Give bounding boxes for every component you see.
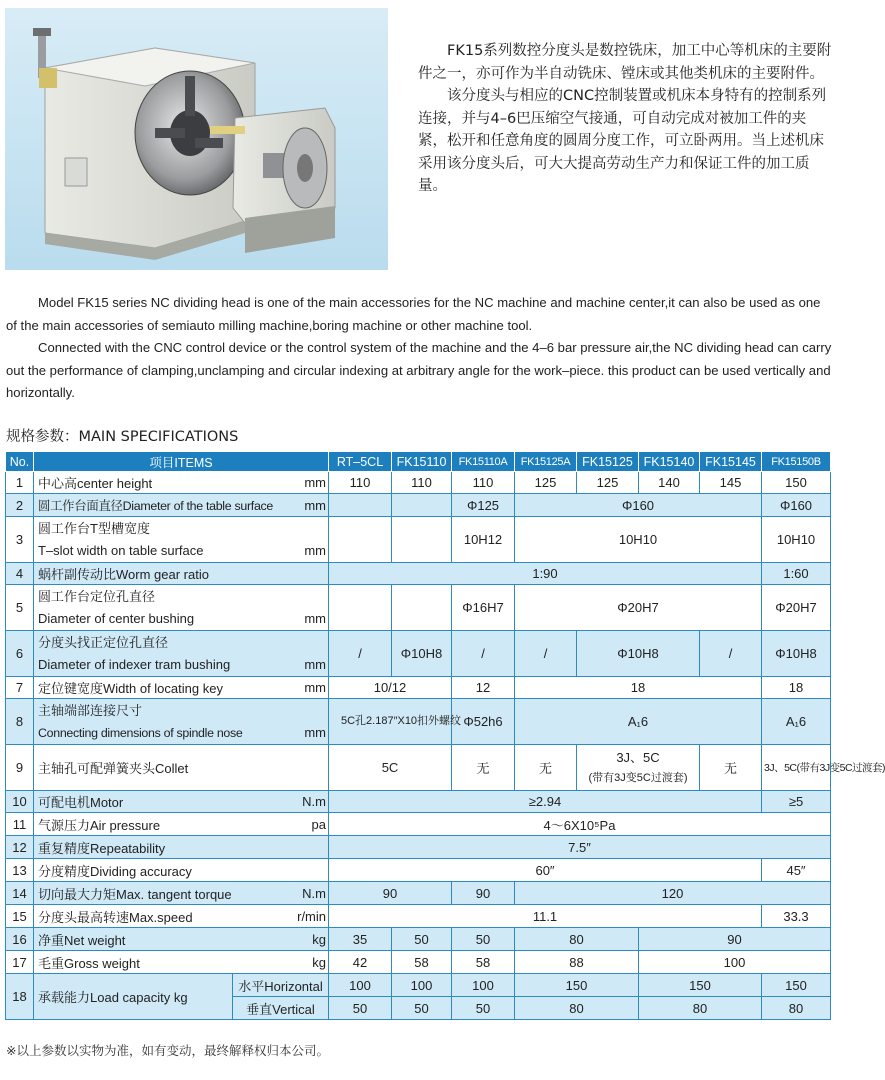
specifications-title: 规格参数：MAIN SPECIFICATIONS <box>6 429 239 445</box>
cell-value: 150 <box>762 974 831 997</box>
row-item <box>34 745 329 791</box>
row-item <box>34 882 329 905</box>
table-row <box>6 472 831 494</box>
row-item-name: 定位键宽度Width of locating key <box>38 681 223 696</box>
row-no: 13 <box>6 859 34 882</box>
cell-value: 150 <box>515 974 639 997</box>
table-row <box>6 563 831 585</box>
cell-value: / <box>700 631 762 677</box>
cell-value: 10H12 <box>452 517 515 563</box>
row-item-name-en: T–slot width on table surface <box>38 542 204 558</box>
cell-value: 58 <box>392 951 452 974</box>
cell-value: / <box>329 631 392 677</box>
cell-value: 150 <box>762 472 831 494</box>
row-item-name: 可配电机Motor <box>38 795 124 810</box>
table-row <box>6 859 831 882</box>
cell-value: 80 <box>515 997 639 1020</box>
row-no: 12 <box>6 836 34 859</box>
collet-note: (带有3J变5C过渡套) <box>588 771 688 784</box>
row-item-unit: kg <box>312 931 326 947</box>
cell-value: 90 <box>452 882 515 905</box>
table-row <box>6 517 831 563</box>
row-item <box>34 472 329 494</box>
row-no: 18 <box>6 974 34 1020</box>
cell-value: 100 <box>329 974 392 997</box>
row-no: 17 <box>6 951 34 974</box>
row-item-name: 气源压力Air pressure <box>38 817 161 833</box>
cell-value: 18 <box>515 677 762 699</box>
table-row <box>6 585 831 631</box>
cell-value: Φ52h6 <box>452 699 515 745</box>
row-item-name-en: Diameter of center bushing <box>38 610 195 626</box>
cell-value: 5C孔2.187″X10扣外螺纹 <box>329 699 452 745</box>
row-item-name: 毛重Gross weight <box>38 955 140 971</box>
row-item-name-cn: 圆工作台T型槽宽度 <box>38 520 150 536</box>
row-no: 6 <box>6 631 34 677</box>
cell-value: 10H10 <box>762 517 831 563</box>
row-item <box>34 951 329 974</box>
cell-value: 12 <box>452 677 515 699</box>
row-no: 7 <box>6 677 34 699</box>
cell-empty <box>392 585 452 631</box>
row-no: 3 <box>6 517 34 563</box>
row-item <box>34 585 329 631</box>
cell-value: 100 <box>452 974 515 997</box>
cell-empty <box>392 517 452 563</box>
row-item-name: 分度精度Dividing accuracy <box>38 863 192 879</box>
cell-value: 58 <box>452 951 515 974</box>
row-item-unit: mm <box>304 475 326 490</box>
cell-value: 50 <box>392 997 452 1020</box>
row-item-unit: N.m <box>302 885 326 901</box>
cell-value: 35 <box>329 928 392 951</box>
specifications-table <box>5 451 885 1020</box>
row-item <box>34 928 329 951</box>
row-no: 5 <box>6 585 34 631</box>
cell-value: 120 <box>515 882 831 905</box>
row-item-name-cn: 分度头找正定位孔直径 <box>38 634 169 650</box>
cell-value: Φ20H7 <box>515 585 762 631</box>
cell-value: 100 <box>392 974 452 997</box>
row-item-name: 切向最大力矩Max. tangent torque <box>38 886 232 902</box>
cell-value: 无 <box>515 745 577 791</box>
row-item-unit: mm <box>304 610 326 626</box>
header-model: FK15140 <box>639 452 700 472</box>
row-subitem: 垂直Vertical <box>233 997 329 1020</box>
row-item-name: 蜗杆副传动比Worm gear ratio <box>38 567 209 582</box>
intro-english <box>6 292 832 405</box>
row-item-name: 主轴孔可配弹簧夹头Collet <box>38 761 189 776</box>
row-no: 1 <box>6 472 34 494</box>
cell-value: 4～6X10⁵Pa <box>329 813 831 836</box>
header-model: FK15145 <box>700 452 762 472</box>
cell-value: 145 <box>700 472 762 494</box>
cell-value: 33.3 <box>762 905 831 928</box>
cell-value: 50 <box>392 928 452 951</box>
row-item-name: 中心高center height <box>38 476 153 491</box>
cell-value: 18 <box>762 677 831 699</box>
row-no: 2 <box>6 494 34 517</box>
row-item-name: 重复精度Repeatability <box>38 840 166 856</box>
table-row <box>6 882 831 905</box>
header-no: No. <box>6 452 34 472</box>
table-row <box>6 974 831 997</box>
intro-cn-paragraph-2: 该分度头与相应的CNC控制装置或机床本身特有的控制系列连接，并与4–6巴压缩空气接通，可自动完成对被加工件的夹紧，松开和任意角度的圆周分度工作，可立卧两用。当上述机床采用该分度头后，可大大提高劳动生产力和保证工件的加工质量。 <box>418 88 827 194</box>
row-item <box>34 563 329 585</box>
cell-value: Φ16H7 <box>452 585 515 631</box>
header-model: RT–5CL <box>329 452 392 472</box>
cell-value: 1:60 <box>762 563 831 585</box>
row-item-name-en: Connecting dimensions of spindle nose <box>38 725 243 740</box>
table-row <box>6 699 831 745</box>
row-item-name: 承载能力Load capacity kg <box>34 974 233 1020</box>
cell-value: 3J、5C(带有3J变5C过渡套) <box>762 745 831 791</box>
row-item-name: 净重Net weight <box>38 932 126 948</box>
cell-value: ≥5 <box>762 791 831 813</box>
cell-value: 5C <box>329 745 452 791</box>
cell-value: 90 <box>639 928 831 951</box>
cell-value: 88 <box>515 951 639 974</box>
cell-empty <box>329 494 392 517</box>
cell-value: 7.5″ <box>329 836 831 859</box>
table-row <box>6 836 831 859</box>
header-model: FK15125 <box>577 452 639 472</box>
cell-value: / <box>515 631 577 677</box>
row-no: 9 <box>6 745 34 791</box>
row-item-unit: mm <box>304 724 326 740</box>
cell-value: ≥2.94 <box>329 791 762 813</box>
row-item <box>34 677 329 699</box>
cell-value: Φ10H8 <box>392 631 452 677</box>
header-model: FK15125A <box>515 452 577 472</box>
row-no: 4 <box>6 563 34 585</box>
cell-value: 50 <box>452 928 515 951</box>
row-item <box>34 836 329 859</box>
row-item <box>34 631 329 677</box>
cell-value: 150 <box>639 974 762 997</box>
cell-value: 11.1 <box>329 905 762 928</box>
cell-value <box>577 745 700 791</box>
row-item-name: 圆工作台面直径Diameter of the table surface <box>38 499 274 513</box>
cell-value: Φ10H8 <box>762 631 831 677</box>
table-row <box>6 677 831 699</box>
footnote: ※以上参数以实物为准，如有变动，最终解释权归本公司。 <box>6 1043 329 1058</box>
header-model: FK15110A <box>452 452 515 472</box>
row-item-name-cn: 圆工作台定位孔直径 <box>38 588 156 604</box>
table-row <box>6 813 831 836</box>
cell-value: 125 <box>515 472 577 494</box>
row-item-name-cn: 主轴端部连接尺寸 <box>38 702 143 718</box>
row-item-unit: mm <box>304 542 326 558</box>
cell-value: 110 <box>452 472 515 494</box>
row-subitem: 水平Horizontal <box>233 974 329 997</box>
header-model: FK15110 <box>392 452 452 472</box>
cell-value: 110 <box>329 472 392 494</box>
row-item <box>34 859 329 882</box>
cell-value: Φ160 <box>515 494 762 517</box>
table-row <box>6 745 831 791</box>
cell-value: 80 <box>515 928 639 951</box>
table-row <box>6 631 831 677</box>
row-item <box>34 699 329 745</box>
intro-en-paragraph-1: Model FK15 series NC dividing head is one of the main accessories for the NC machine and machine center,it can also be used as one of the main accessories of semiauto milling machine,boring machine or other machine tool. <box>6 295 821 333</box>
table-row <box>6 905 831 928</box>
cell-value: Φ10H8 <box>577 631 700 677</box>
cell-value: Φ20H7 <box>762 585 831 631</box>
intro-en-paragraph-2: Connected with the CNC control device or the control system of the machine and the 4–6 bar pressure air,the NC dividing head can carry out the performance of clamping,unclamping and circular indexing at arbitrary angle for the work–piece. this product can be used vertically and horizontally. <box>6 340 832 400</box>
row-no: 11 <box>6 813 34 836</box>
table-header-row <box>6 452 831 472</box>
cell-value: 50 <box>329 997 392 1020</box>
cell-value: 80 <box>762 997 831 1020</box>
cell-value: 10H10 <box>515 517 762 563</box>
cell-value: 1:90 <box>329 563 762 585</box>
cell-value: 无 <box>700 745 762 791</box>
cell-value: 125 <box>577 472 639 494</box>
cell-value: Φ160 <box>762 494 831 517</box>
row-item-unit: N.m <box>302 794 326 809</box>
table-row <box>6 951 831 974</box>
cell-value: 140 <box>639 472 700 494</box>
row-item-unit: mm <box>304 497 326 513</box>
cell-value: 60″ <box>329 859 762 882</box>
header-model: FK15150B <box>762 452 831 472</box>
dividing-head-illustration <box>5 8 388 270</box>
cell-empty <box>392 494 452 517</box>
cell-empty <box>329 585 392 631</box>
cell-value: 110 <box>392 472 452 494</box>
row-item-unit: r/min <box>297 908 326 924</box>
row-no: 16 <box>6 928 34 951</box>
row-item <box>34 494 329 517</box>
cell-value: 10/12 <box>329 677 452 699</box>
cell-value: Φ125 <box>452 494 515 517</box>
row-item-unit: mm <box>304 656 326 672</box>
table-row <box>6 494 831 517</box>
row-item <box>34 517 329 563</box>
cell-value: 80 <box>639 997 762 1020</box>
row-item <box>34 791 329 813</box>
row-item-unit: mm <box>304 680 326 695</box>
cell-value: A₁6 <box>762 699 831 745</box>
cell-value: / <box>452 631 515 677</box>
intro-chinese <box>418 40 832 198</box>
row-no: 8 <box>6 699 34 745</box>
row-no: 15 <box>6 905 34 928</box>
row-item-name-en: Diameter of indexer tram bushing <box>38 656 231 672</box>
table-row <box>6 928 831 951</box>
cell-value: A₁6 <box>515 699 762 745</box>
row-item <box>34 813 329 836</box>
intro-cn-paragraph-1: FK15系列数控分度头是数控铣床，加工中心等机床的主要附件之一，亦可作为半自动铣床、镗床或其他类机床的主要附件。 <box>418 43 832 82</box>
row-item-unit: kg <box>312 954 326 970</box>
row-item-unit: pa <box>311 816 326 832</box>
row-no: 10 <box>6 791 34 813</box>
cell-value: 100 <box>639 951 831 974</box>
cell-value: 50 <box>452 997 515 1020</box>
cell-value: 无 <box>452 745 515 791</box>
table-row <box>6 791 831 813</box>
row-no: 14 <box>6 882 34 905</box>
header-items: 项目ITEMS <box>34 452 329 472</box>
cell-value: 90 <box>329 882 452 905</box>
cell-value: 42 <box>329 951 392 974</box>
product-photo <box>5 8 388 270</box>
row-item-name: 分度头最高转速Max.speed <box>38 909 193 925</box>
collet-main: 3J、5C <box>616 749 660 765</box>
row-item <box>34 905 329 928</box>
cell-empty <box>329 517 392 563</box>
cell-value: 45″ <box>762 859 831 882</box>
